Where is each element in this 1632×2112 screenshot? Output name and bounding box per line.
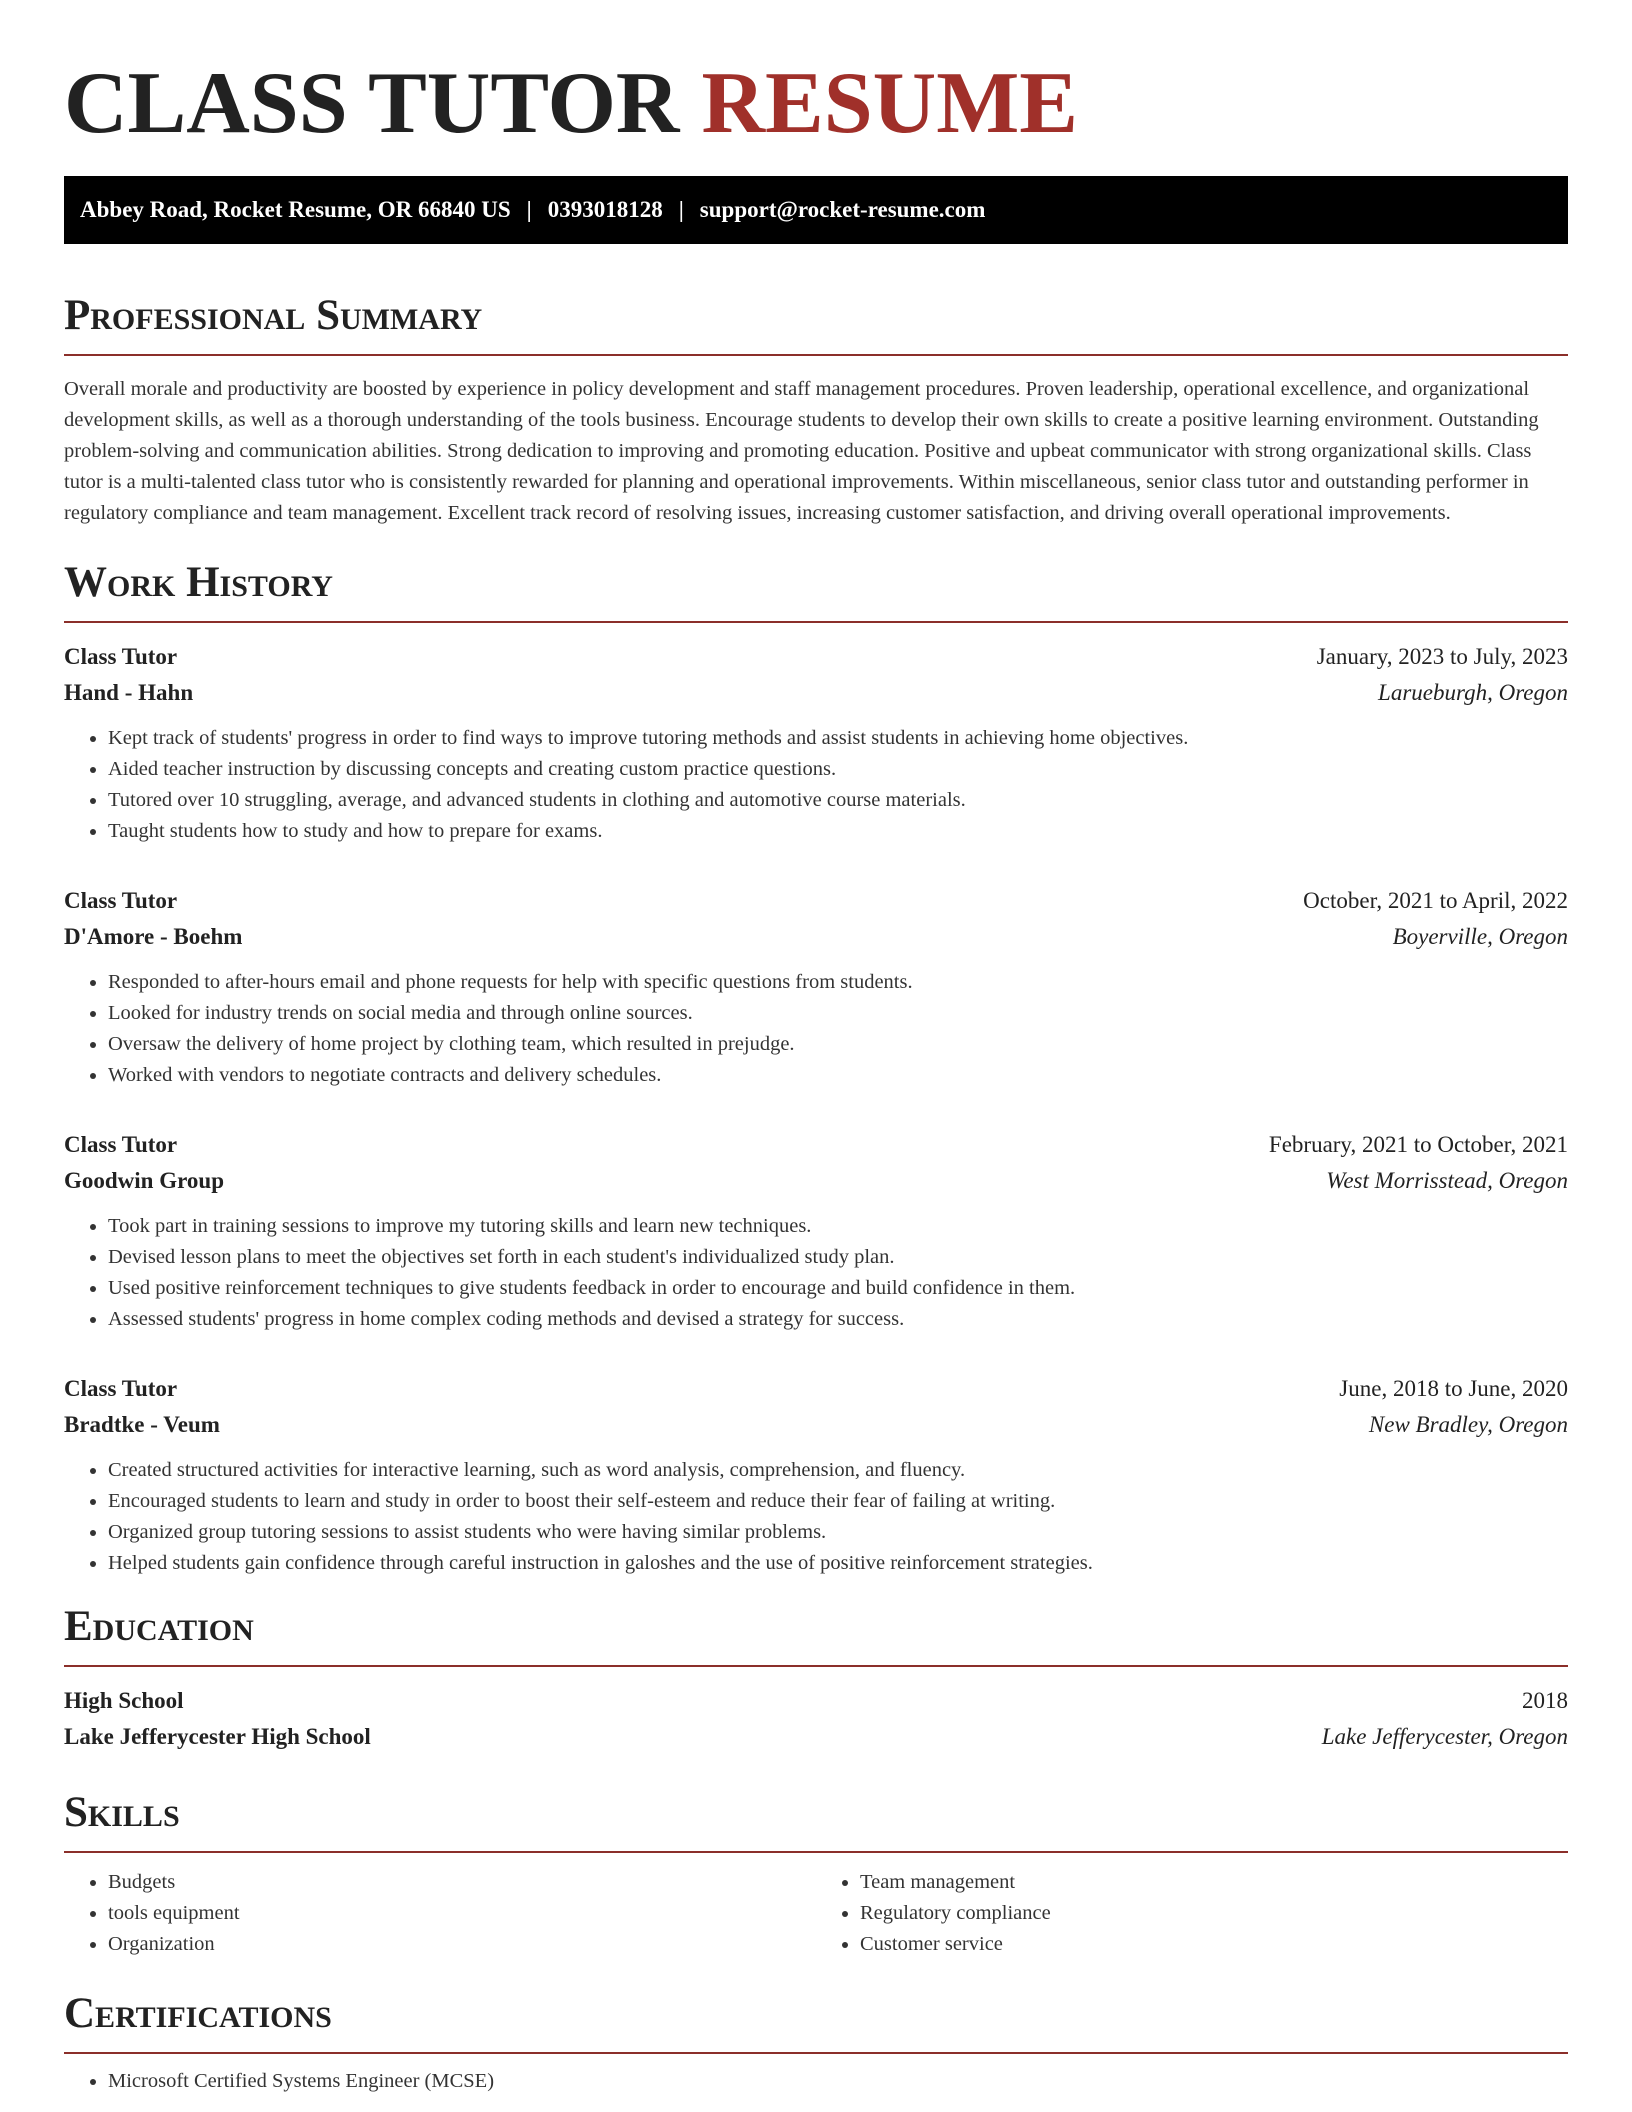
skills-list-left [64, 1867, 816, 1960]
skills-heading: Skills [64, 1789, 180, 1836]
contact-separator: | [526, 197, 532, 222]
job-bullet: • Aided teacher instruction by discussing concepts and creating custom practice questions. [108, 754, 1568, 785]
contact-separator: | [678, 197, 684, 222]
skill-item: • Regulatory compliance [860, 1898, 1568, 1929]
skill-item: • Team management [860, 1867, 1568, 1898]
job-bullet: • Took part in training sessions to improve my tutoring skills and learn new techniques. [108, 1211, 1568, 1242]
certifications-list [64, 2066, 1568, 2097]
job-entry [64, 1371, 1568, 1579]
job-bullet: • Created structured activities for interactive learning, such as word analysis, comprehension, and fluency. [108, 1455, 1568, 1486]
job-header-row [64, 1371, 1568, 1407]
job-title: Class Tutor [64, 1376, 178, 1401]
job-bullets [64, 1211, 1568, 1335]
section-divider [64, 1665, 1568, 1667]
education-year: 2018 [1522, 1688, 1568, 1713]
education-school: Lake Jefferycester High School [64, 1724, 371, 1749]
job-location: Boyerville, Oregon [1392, 924, 1568, 949]
title-main: CLASS TUTOR [64, 55, 680, 152]
skill-item: • Budgets [108, 1867, 816, 1898]
title-accent: RESUME [701, 55, 1078, 152]
education-heading: Education [64, 1603, 254, 1650]
skill-item: • tools equipment [108, 1898, 816, 1929]
job-company-row [64, 1163, 1568, 1199]
job-header-row [64, 883, 1568, 919]
summary-text: Overall morale and productivity are boosted by experience in policy development and staff management procedures. Proven leadership, operational excellence, and organizational development skills, as well as a thorough understanding of the tools business. Encourage students to develop their own skills to create a positive learning environment. Outstanding problem-solving and communication abilities. Strong dedication to improving and promoting education. Positive and upbeat communicator with strong organizational skills. Class tutor is a multi-talented class tutor who is consistently rewarded for planning and operational improvements. Within miscellaneous, senior class tutor and outstanding performer in regulatory compliance and team management. Excellent track record of resolving issues, increasing customer satisfaction, and driving overall operational improvements. [64, 378, 1539, 524]
contact-bar [64, 176, 1568, 244]
skills-section [64, 1785, 1568, 1960]
section-divider [64, 1851, 1568, 1853]
job-bullet: • Worked with vendors to negotiate contracts and delivery schedules. [108, 1060, 1568, 1091]
job-entry [64, 1127, 1568, 1335]
certifications-section [64, 1986, 1568, 2097]
skill-item: • Customer service [860, 1929, 1568, 1960]
job-location: New Bradley, Oregon [1368, 1412, 1568, 1437]
education-school-row [64, 1719, 1568, 1755]
job-bullet: • Kept track of students' progress in order to find ways to improve tutoring methods and assist students in achieving home objectives. [108, 723, 1568, 754]
section-divider [64, 2052, 1568, 2054]
job-company: Bradtke - Veum [64, 1412, 220, 1437]
job-bullets [64, 1455, 1568, 1579]
job-title: Class Tutor [64, 644, 178, 669]
job-dates: October, 2021 to April, 2022 [1303, 888, 1568, 913]
job-location: Larueburgh, Oregon [1378, 680, 1568, 705]
job-company: Goodwin Group [64, 1168, 224, 1193]
job-bullet: • Assessed students' progress in home complex coding methods and devised a strategy for success. [108, 1304, 1568, 1335]
job-bullet: • Responded to after-hours email and phone requests for help with specific questions from students. [108, 967, 1568, 998]
education-entry [64, 1683, 1568, 1755]
resume-page [64, 0, 1568, 2097]
certification-item: • Microsoft Certified Systems Engineer (MCSE) [108, 2066, 1568, 2097]
education-location: Lake Jefferycester, Oregon [1321, 1724, 1568, 1749]
education-degree: High School [64, 1688, 184, 1713]
job-title: Class Tutor [64, 888, 178, 913]
skills-list-right [816, 1867, 1568, 1960]
job-bullet: • Used positive reinforcement techniques to give students feedback in order to encourage and build confidence in them. [108, 1273, 1568, 1304]
skill-item: • Organization [108, 1929, 816, 1960]
job-dates: January, 2023 to July, 2023 [1316, 644, 1568, 669]
contact-email: support@rocket-resume.com [699, 197, 986, 222]
work-section [64, 555, 1568, 1579]
job-bullets [64, 967, 1568, 1091]
section-divider [64, 354, 1568, 356]
job-bullet: • Tutored over 10 struggling, average, and advanced students in clothing and automotive course materials. [108, 785, 1568, 816]
job-bullets [64, 723, 1568, 847]
job-company-row [64, 1407, 1568, 1443]
job-entry [64, 883, 1568, 1091]
job-bullet: • Oversaw the delivery of home project by clothing team, which resulted in prejudge. [108, 1029, 1568, 1060]
job-location: West Morrisstead, Oregon [1326, 1168, 1568, 1193]
summary-heading: Professional Summary [64, 292, 483, 339]
job-dates: February, 2021 to October, 2021 [1268, 1132, 1568, 1157]
certifications-heading: Certifications [64, 1990, 332, 2037]
job-bullet: • Devised lesson plans to meet the objectives set forth in each student's individualized study plan. [108, 1242, 1568, 1273]
job-company-row [64, 919, 1568, 955]
job-entry [64, 639, 1568, 847]
section-divider [64, 621, 1568, 623]
job-bullet: • Encouraged students to learn and study in order to boost their self-esteem and reduce their fear of failing at writing. [108, 1486, 1568, 1517]
contact-address: Abbey Road, Rocket Resume, OR 66840 US [80, 197, 511, 222]
education-section [64, 1599, 1568, 1755]
job-bullet: • Looked for industry trends on social media and through online sources. [108, 998, 1568, 1029]
skills-grid [64, 1867, 1568, 1960]
job-company-row [64, 675, 1568, 711]
job-dates: June, 2018 to June, 2020 [1339, 1376, 1568, 1401]
job-bullet: • Helped students gain confidence through careful instruction in galoshes and the use of positive reinforcement strategies. [108, 1548, 1568, 1579]
job-company: D'Amore - Boehm [64, 924, 243, 949]
education-header-row [64, 1683, 1568, 1719]
work-heading: Work History [64, 559, 333, 606]
contact-phone: 0393018128 [547, 197, 663, 222]
job-bullet: • Taught students how to study and how to prepare for exams. [108, 816, 1568, 847]
job-bullet: • Organized group tutoring sessions to assist students who were having similar problems. [108, 1517, 1568, 1548]
job-header-row [64, 639, 1568, 675]
summary-section [64, 288, 1568, 529]
job-title: Class Tutor [64, 1132, 178, 1157]
job-company: Hand - Hahn [64, 680, 194, 705]
job-header-row [64, 1127, 1568, 1163]
resume-title [64, 54, 1568, 154]
